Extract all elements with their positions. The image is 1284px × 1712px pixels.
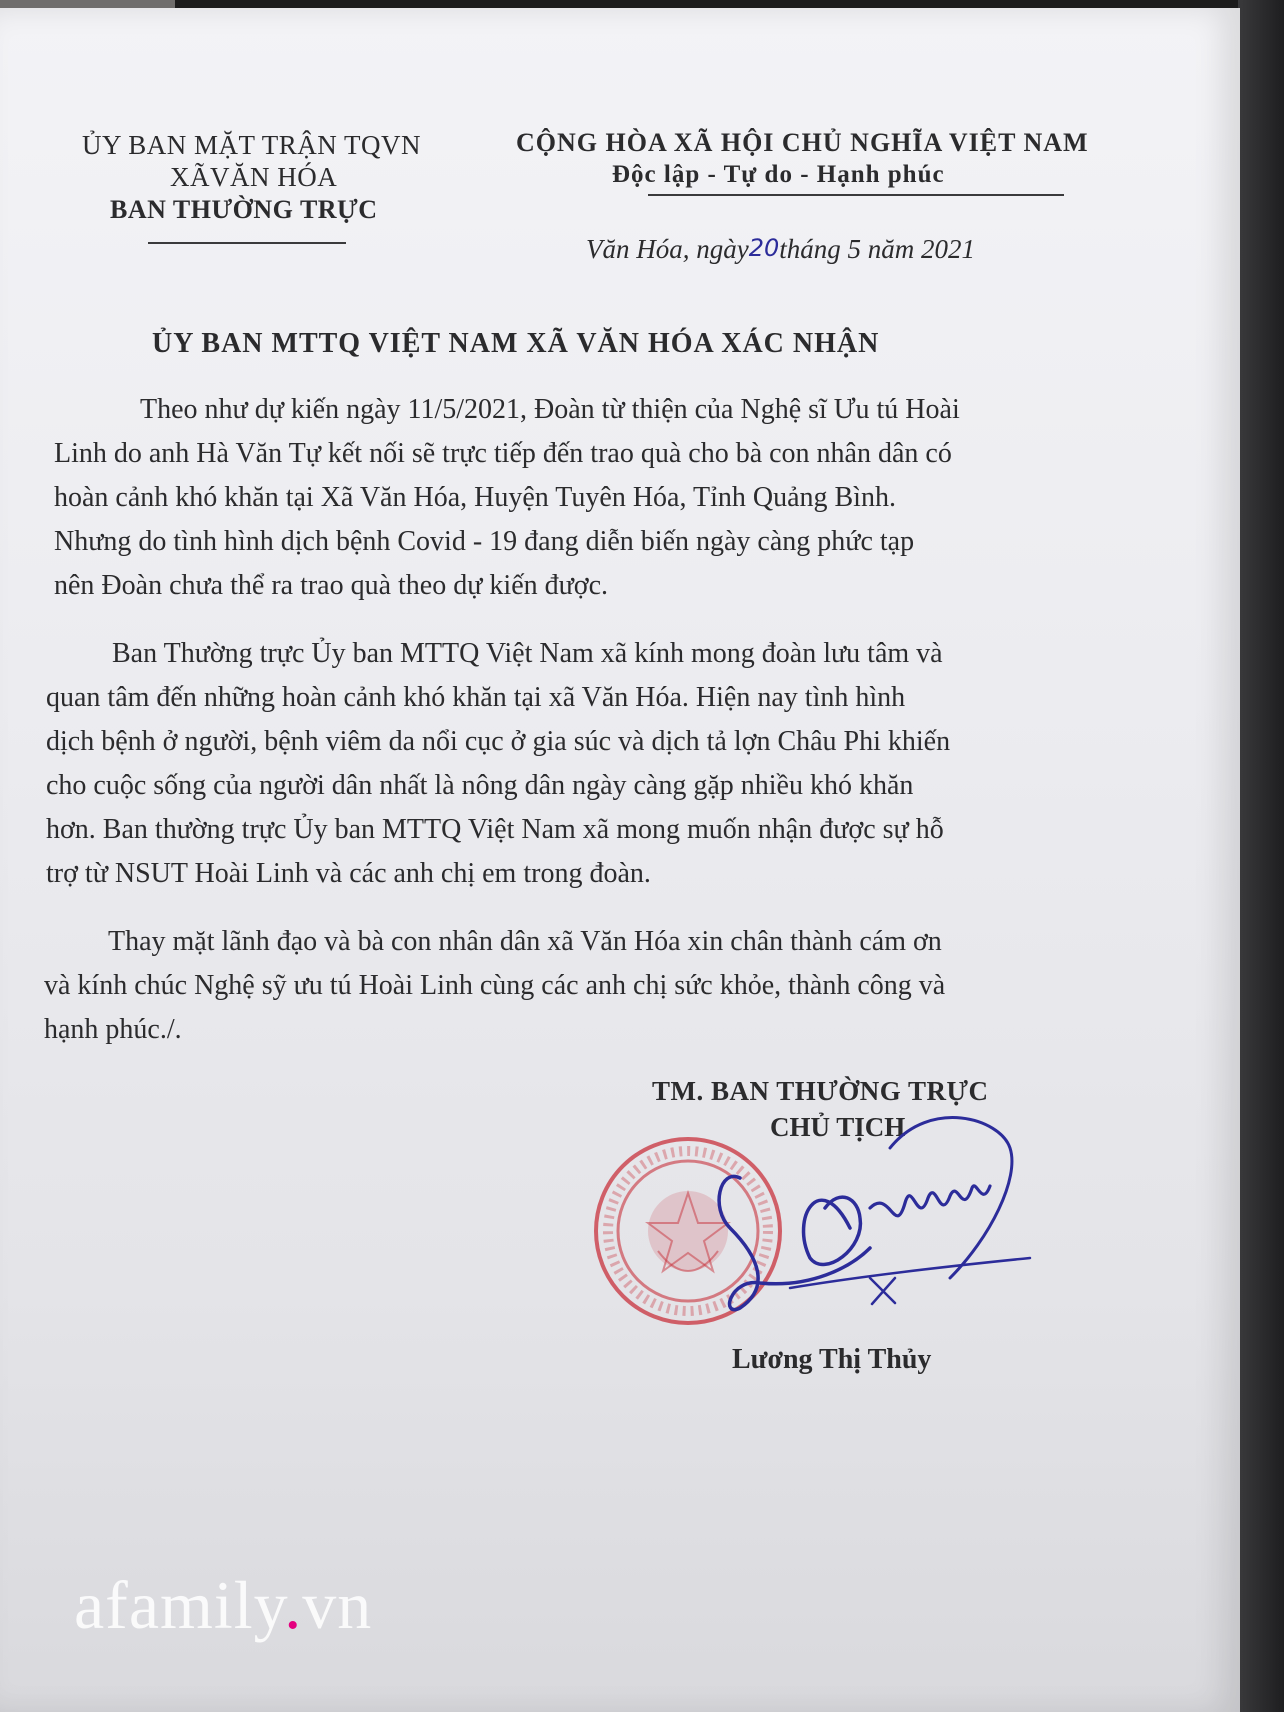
paragraph-2-line: quan tâm đến những hoàn cảnh khó khăn tại xã Văn Hóa. Hiện nay tình hình — [46, 682, 906, 713]
date-day-handwritten: 20 — [748, 234, 780, 262]
signatory-title: CHỦ TỊCH — [770, 1112, 906, 1142]
paragraph-2-line: hơn. Ban thường trực Ủy ban MTTQ Việt Nam xã mong muốn nhận được sự hỗ — [46, 814, 944, 845]
date-prefix: Văn Hóa, ngày — [586, 234, 749, 264]
watermark-tld: vn — [302, 1567, 373, 1643]
date-suffix: tháng 5 năm 2021 — [779, 234, 976, 264]
signatory-name: Lương Thị Thủy — [732, 1344, 932, 1375]
handwritten-signature — [700, 1108, 1060, 1348]
afamily-watermark — [74, 1566, 372, 1645]
document-title: ỦY BAN MTTQ VIỆT NAM XÃ VĂN HÓA XÁC NHẬN — [152, 328, 880, 359]
org-name-line2: XÃVĂN HÓA — [170, 162, 338, 192]
paragraph-2-line: dịch bệnh ở người, bệnh viêm da nổi cục ở gia súc và dịch tả lợn Châu Phi khiến — [46, 726, 951, 757]
org-name-line1: ỦY BAN MẶT TRẬN TQVN — [82, 130, 422, 160]
document-page — [0, 8, 1240, 1712]
date-line — [586, 234, 975, 265]
paragraph-1-line: Theo như dự kiến ngày 11/5/2021, Đoàn từ thiện của Nghệ sĩ Ưu tú Hoài — [140, 394, 960, 425]
watermark-dot: . — [284, 1567, 303, 1643]
motto-underline — [648, 194, 1064, 196]
signatory-office: TM. BAN THƯỜNG TRỰC — [652, 1076, 989, 1106]
paragraph-1-line: hoàn cảnh khó khăn tại Xã Văn Hóa, Huyện Tuyên Hóa, Tỉnh Quảng Bình. — [54, 482, 896, 513]
org-underline — [148, 242, 346, 244]
paragraph-3-line: Thay mặt lãnh đạo và bà con nhân dân xã Văn Hóa xin chân thành cám ơn — [108, 926, 942, 957]
paragraph-2-line: trợ từ NSUT Hoài Linh và các anh chị em trong đoàn. — [46, 858, 651, 889]
paragraph-2-line: Ban Thường trực Ủy ban MTTQ Việt Nam xã kính mong đoàn lưu tâm và — [112, 638, 943, 669]
paragraph-3-line: hạnh phúc./. — [44, 1014, 182, 1045]
paragraph-1-line: nên Đoàn chưa thể ra trao quà theo dự kiến được. — [54, 570, 609, 601]
paragraph-2-line: cho cuộc sống của người dân nhất là nông dân ngày càng gặp nhiều khó khăn — [46, 770, 914, 801]
paragraph-1-line: Linh do anh Hà Văn Tự kết nối sẽ trực tiếp đến trao quà cho bà con nhân dân có — [54, 438, 952, 469]
country-name: CỘNG HÒA XÃ HỘI CHỦ NGHĨA VIỆT NAM — [516, 128, 1089, 157]
background-edge-right — [1238, 0, 1284, 1712]
paragraph-3-line: và kính chúc Nghệ sỹ ưu tú Hoài Linh cùng các anh chị sức khỏe, thành công và — [44, 970, 946, 1001]
paragraph-1-line: Nhưng do tình hình dịch bệnh Covid - 19 đang diễn biến ngày càng phức tạp — [54, 526, 915, 557]
watermark-brand: afamily — [74, 1567, 285, 1643]
org-name-line3: BAN THƯỜNG TRỰC — [110, 195, 378, 224]
national-motto: Độc lập - Tự do - Hạnh phúc — [612, 161, 945, 188]
